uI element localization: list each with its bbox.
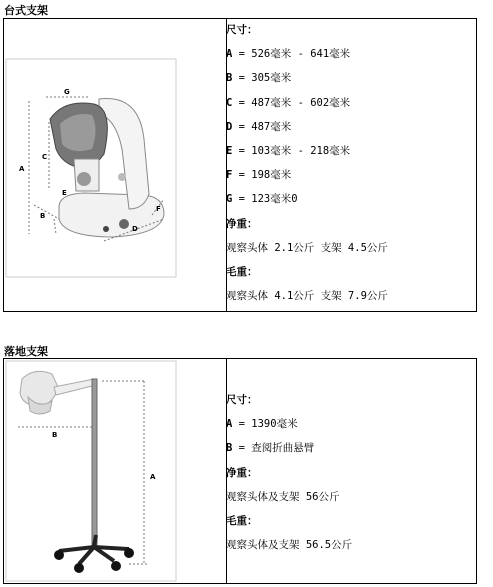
net-weight-value: 观察头体 2.1公斤 支架 4.5公斤: [226, 241, 388, 254]
fig-label-g: G: [64, 88, 70, 96]
gross-weight-value: 观察头体及支架 56.5公斤: [226, 539, 353, 552]
floor-stand-image-cell: [4, 359, 227, 583]
fig-label-b: B: [52, 431, 58, 439]
dim-row: B = 305毫米: [226, 72, 292, 85]
gross-weight-value: 观察头体 4.1公斤 支架 7.9公斤: [226, 290, 388, 303]
net-weight-label: 净重：: [226, 466, 258, 479]
fig-label-f: F: [156, 205, 161, 213]
dim-row: C = 487毫米 - 602毫米: [226, 96, 351, 109]
fig-label-b: B: [40, 212, 46, 220]
desk-stand-diagram: [4, 19, 226, 311]
desk-stand-specs: [226, 18, 388, 308]
dim-row: D = 487毫米: [226, 120, 292, 133]
dim-row: A = 1390毫米: [226, 418, 298, 431]
dim-row: A = 526毫米 - 641毫米: [226, 48, 351, 61]
dim-row: B = 查阅折曲悬臂: [226, 442, 315, 455]
net-weight-label: 净重：: [226, 217, 258, 230]
fig-label-a: A: [19, 165, 25, 173]
section-title-floor-stand: 落地支架: [4, 345, 48, 358]
floor-stand-diagram: [4, 359, 226, 583]
size-label: 尺寸：: [226, 24, 258, 36]
dim-row: G = 123毫米0: [226, 193, 298, 206]
gross-weight-label: 毛重：: [226, 265, 258, 278]
fig-label-a: A: [150, 473, 156, 481]
gross-weight-label: 毛重：: [226, 514, 258, 527]
net-weight-value: 观察头体及支架 56公斤: [226, 490, 340, 503]
fig-label-c: C: [42, 153, 48, 161]
dim-row: E = 103毫米 - 218毫米: [226, 144, 351, 157]
floor-stand-specs: [226, 388, 352, 557]
dim-row: F = 198毫米: [226, 169, 292, 182]
desk-stand-image-cell: [4, 19, 227, 311]
size-label: 尺寸：: [226, 394, 258, 406]
fig-label-e: E: [62, 189, 67, 197]
fig-label-d: D: [132, 225, 138, 233]
section-title-desk-stand: 台式支架: [4, 4, 48, 17]
